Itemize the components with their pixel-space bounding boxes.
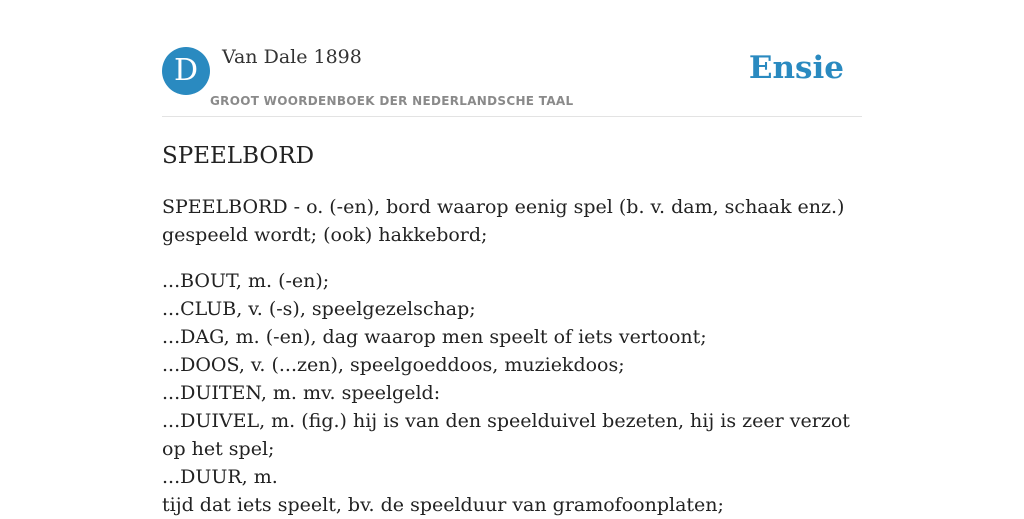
dictionary-title[interactable]: Van Dale 1898 [222, 46, 362, 68]
entry-definition: SPEELBORD - o. (-en), bord waarop eenig spel (b. v. dam, schaak enz.) gespeeld wordt; (ook) hakkebord; [162, 196, 845, 246]
subentry-item: ...DUIVEL, m. (fig.) hij is van den speelduivel bezeten, hij is zeer verzot op het spel; [162, 410, 850, 460]
dictionary-subtitle: GROOT WOORDENBOEK DER NEDERLANDSCHE TAAL [210, 94, 574, 108]
subentry-item: ...CLUB, v. (-s), speelgezelschap; [162, 298, 476, 320]
page-container [162, 0, 862, 519]
entry-headword: SPEELBORD [162, 143, 315, 169]
subentry-list [162, 267, 862, 519]
subentry-item: tijd dat iets speelt, bv. de speelduur van gramofoonplaten; [162, 494, 724, 516]
brand-logo[interactable]: Ensie [748, 50, 844, 86]
subentry-item: ...BOUT, m. (-en); [162, 270, 330, 292]
site-header [162, 0, 862, 117]
subentry-item: ...DUITEN, m. mv. speelgeld: [162, 382, 441, 404]
subentry-item: ...DUUR, m. [162, 466, 278, 488]
subentry-item: ...DOOS, v. (...zen), speelgoeddoos, muziekdoos; [162, 354, 625, 376]
dictionary-logo[interactable]: D [162, 47, 210, 95]
subentry-item: ...DAG, m. (-en), dag waarop men speelt of iets vertoont; [162, 326, 707, 348]
